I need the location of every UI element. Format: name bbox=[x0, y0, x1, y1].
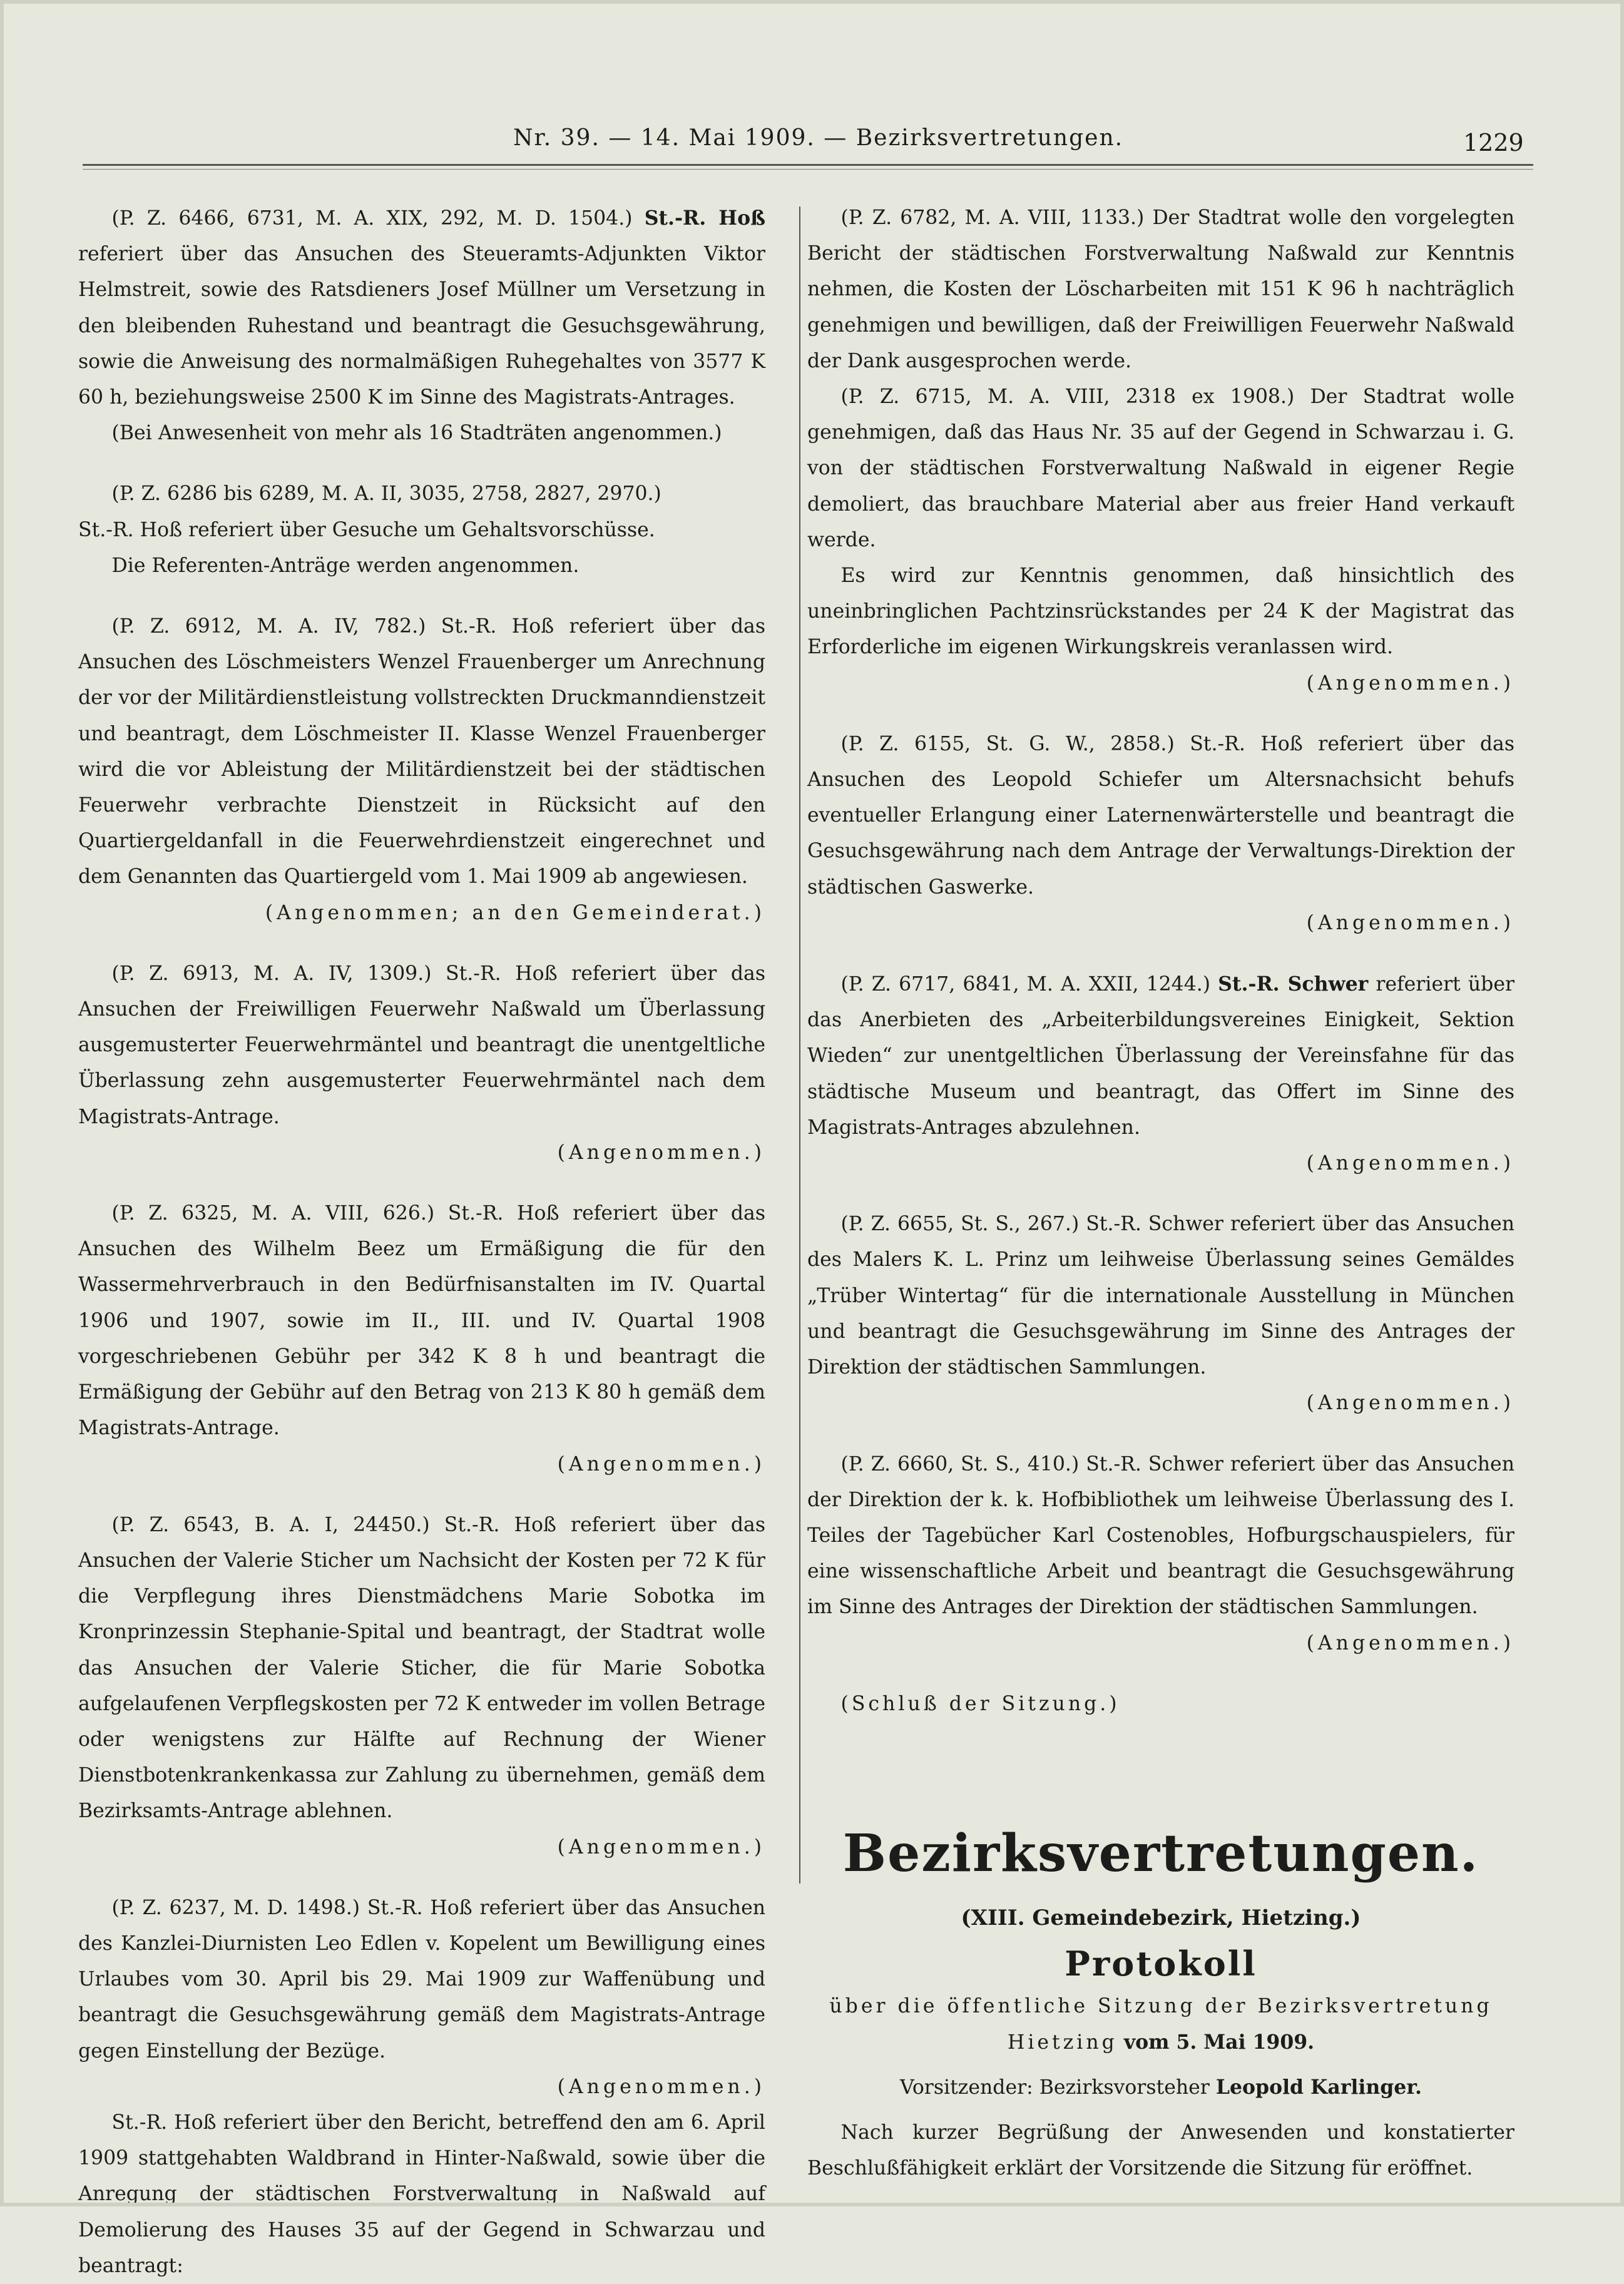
place: Hietzing bbox=[1007, 2031, 1118, 2054]
section-block bbox=[807, 1810, 1514, 2106]
entry-6660: (P. Z. 6660, St. S., 410.) St.-R. Schwer referiert über das Ansuchen der Direktion der k. k. Hofbibliothek um leihweise Überlassung des I. Teiles der Tagebücher Karl Costenobles, Hofburgschauspielers, für eine wissenschaftliche Arbeit und beantragt die Gesuchsgewährung im Sinne des Antrages der Direktion der städtischen Sammlungen. bbox=[807, 1452, 1514, 1619]
header-rule-thin bbox=[83, 169, 1533, 170]
entry-ref: (P. Z. 6717, 6841, M. A. XXII, 1244.) bbox=[840, 973, 1211, 996]
column-divider bbox=[799, 206, 800, 1884]
section-title: Bezirksvertretungen. bbox=[842, 1823, 1479, 1884]
entry-result: Die Referenten-Anträge werden angenommen. bbox=[111, 554, 580, 577]
protocol-subtitle: über die öffentliche Sitzung der Bezirksvertretung bbox=[829, 1994, 1493, 2017]
entry-result: (Angenommen.) bbox=[557, 1141, 765, 1164]
entry-waldbrand: St.-R. Hoß referiert über den Bericht, betreffend den am 6. April 1909 stattgehabten Waldbrand in Hinter-Naßwald, sowie über die Anregung der städtischen Forstverwaltung in Naßwald auf Demolierung des Hauses 35 auf der Gegend in Schwarzau und beantragt: bbox=[78, 2111, 765, 2277]
entry-result: (Angenommen.) bbox=[1306, 911, 1514, 934]
header-rule bbox=[83, 164, 1533, 166]
entry-6717 bbox=[807, 966, 1514, 1146]
entry-6155: (P. Z. 6155, St. G. W., 2858.) St.-R. Hoß referiert über das Ansuchen des Leopold Schiefer um Altersnachsicht behufs eventueller Erlangung einer Laternenwärterstelle und beantragt die Gesuchsgewährung nach dem Antrage der Verwaltungs-Direktion der städtischen Gaswerke. bbox=[807, 732, 1514, 899]
right-column bbox=[807, 200, 1514, 2186]
session-close: (Schluß der Sitzung.) bbox=[840, 1692, 1120, 1715]
entry-result: (Angenommen.) bbox=[1306, 671, 1514, 695]
running-head: Nr. 39. — 14. Mai 1909. — Bezirksvertretungen. bbox=[513, 125, 1124, 151]
entry-pachtzins: Es wird zur Kenntnis genommen, daß hinsichtlich des uneinbringlichen Pachtzinsrückstandes per 24 K der Magistrat das Erforderliche im eigenen Wirkungskreis veranlassen wird. bbox=[807, 564, 1514, 659]
entry-6782: (P. Z. 6782, M. A. VIII, 1133.) Der Stadtrat wolle den vorgelegten Bericht der städtischen Forstverwaltung Naßwald zur Kenntnis nehmen, die Kosten der Löscharbeiten mit 151 K 96 h nachträglich genehmigen und bewilligen, daß der Freiwilligen Feuerwehr Naßwald der Dank ausgesprochen werde. bbox=[807, 206, 1514, 372]
entry-text: referiert über das Ansuchen des Steueramts-Adjunkten Viktor Helmstreit, sowie des Ratsdieners Josef Müllner um Versetzung in den bleibenden Ruhestand und beantragt die Gesuchsgewährung, sowie die Anweisung des normalmäßigen Ruhegehaltes von 3577 K 60 h, beziehungsweise 2500 K im Sinne des Magistrats-Antrages. bbox=[78, 243, 765, 409]
entry-result: (Angenommen.) bbox=[557, 2075, 765, 2098]
entry-6913: (P. Z. 6913, M. A. IV, 1309.) St.-R. Hoß referiert über das Ansuchen der Freiwilligen Feuerwehr Naßwald um Überlassung ausgemusterter Feuerwehrmäntel und beantragt die unentgeltliche Überlassung zehn ausgemusterter Feuerwehrmäntel nach dem Magistrats-Antrage. bbox=[78, 962, 765, 1128]
chair-name: Leopold Karlinger. bbox=[1215, 2076, 1422, 2099]
entry-6325: (P. Z. 6325, M. A. VIII, 626.) St.-R. Hoß referiert über das Ansuchen des Wilhelm Beez um Ermäßigung die für den Wassermehrverbrauch in den Bedürfnisanstalten im IV. Quartal 1906 und 1907, sowie im II., III. und IV. Quartal 1908 vorgeschriebenen Gebühr per 342 K 8 h und beantragt die Ermäßigung der Gebühr auf den Betrag von 213 K 80 h gemäß dem Magistrats-Antrage. bbox=[78, 1202, 765, 1440]
speaker: St.-R. Hoß bbox=[644, 206, 766, 230]
session-date: vom 5. Mai 1909. bbox=[1123, 2031, 1315, 2054]
entry-result: (Angenommen.) bbox=[1306, 1631, 1514, 1654]
chair-line bbox=[807, 2069, 1514, 2106]
entry-text: referiert über das Anerbieten des „Arbeiterbildungsvereines Einigkeit, Sektion Wieden“ zur unentgeltlichen Überlassung der Vereinsfahne für das städtische Museum und beantragt, das Offert im Sinne des Magistrats-Antrages abzulehnen. bbox=[807, 973, 1515, 1139]
district-line: (XIII. Gemeindebezirk, Hietzing.) bbox=[961, 1905, 1361, 1930]
page-header bbox=[0, 123, 1624, 160]
entry-ref: (P. Z. 6466, 6731, M. A. XIX, 292, M. D. 1504.) bbox=[111, 207, 633, 230]
page-number: 1229 bbox=[1463, 129, 1524, 156]
entry-6466 bbox=[78, 200, 765, 416]
entry-6543: (P. Z. 6543, B. A. I, 24450.) St.-R. Hoß referiert über das Ansuchen der Valerie Sticher um Nachsicht der Kosten per 72 K für die Verpflegung ihres Dienstmädchens Marie Sobotka im Kronprinzessin Stephanie-Spital und beantragt, der Stadtrat wolle das Ansuchen der Valerie Sticher, die für Marie Sobotka aufgelaufenen Verpflegskosten per 72 K entweder im vollen Betrage oder wenigstens zur Hälfte auf Rechnung der Wiener Dienstbotenkrankenkassa zur Zahlung zu übernehmen, gemäß dem Bezirksamts-Antrage ablehnen. bbox=[78, 1513, 765, 1823]
entry-text: St.-R. Hoß referiert über Gesuche um Gehaltsvorschüsse. bbox=[78, 518, 655, 541]
entry-ref: (P. Z. 6286 bis 6289, M. A. II, 3035, 2758, 2827, 2970.) bbox=[111, 482, 661, 506]
protocol-title: Protokoll bbox=[1065, 1943, 1257, 1984]
entry-result: (Angenommen.) bbox=[1306, 1392, 1514, 1415]
entry-result: (Angenommen.) bbox=[557, 1835, 765, 1858]
entry-result: (Angenommen; an den Gemeinderat.) bbox=[265, 901, 765, 924]
entry-6715: (P. Z. 6715, M. A. VIII, 2318 ex 1908.) Der Stadtrat wolle genehmigen, daß das Haus Nr. 35 auf der Gegend in Schwarzau i. G. von der städtischen Forstverwaltung Naßwald in eigener Regie demoliert, das brauchbare Material aber aus freier Hand verkauft werde. bbox=[807, 385, 1514, 551]
entry-6237: (P. Z. 6237, M. D. 1498.) St.-R. Hoß referiert über das Ansuchen des Kanzlei-Diurnisten Leo Edlen v. Kopelent um Bewilligung eines Urlaubes vom 30. April bis 29. Mai 1909 zur Waffenübung und beantragt die Gesuchsgewährung gemäß dem Magistrats-Antrage gegen Einstellung der Bezüge. bbox=[78, 1896, 765, 2062]
entry-note: (Bei Anwesenheit von mehr als 16 Stadträten angenommen.) bbox=[111, 422, 722, 445]
entry-6655: (P. Z. 6655, St. S., 267.) St.-R. Schwer referiert über das Ansuchen des Malers K. L. Prinz um leihweise Überlassung seines Gemäldes „Trüber Wintertag“ für die internationale Ausstellung in München und beantragt die Gesuchsgewährung im Sinne des Antrages der Direktion der städtischen Sammlungen. bbox=[807, 1213, 1514, 1379]
opening-text: Nach kurzer Begrüßung der Anwesenden und konstatierter Beschlußfähigkeit erklärt der Vorsitzende die Sitzung für eröffnet. bbox=[807, 2121, 1514, 2179]
protocol-date-line bbox=[807, 2024, 1514, 2061]
speaker: St.-R. Schwer bbox=[1218, 972, 1369, 996]
entry-6912: (P. Z. 6912, M. A. IV, 782.) St.-R. Hoß referiert über das Ansuchen des Löschmeisters Wenzel Frauenberger um Anrechnung der vor der Militärdienstleistung vollstreckten Druckmanndienstzeit und beantragt, dem Löschmeister II. Klasse Wenzel Frauenberger wird die vor Ableistung der Militärdienstzeit bei der städtischen Feuerwehr verbrachte Dienstzeit in Rücksicht auf den Quartiergeldanfall in die Feuerwehrdienstzeit eingerechnet und dem Genannten das Quartiergeld vom 1. Mai 1909 ab angewiesen. bbox=[78, 615, 765, 889]
entry-result: (Angenommen.) bbox=[1306, 1152, 1514, 1175]
left-column bbox=[78, 200, 765, 2284]
entry-result: (Angenommen.) bbox=[557, 1452, 765, 1476]
chair-label: Vorsitzender: Bezirksvorsteher bbox=[899, 2076, 1210, 2099]
